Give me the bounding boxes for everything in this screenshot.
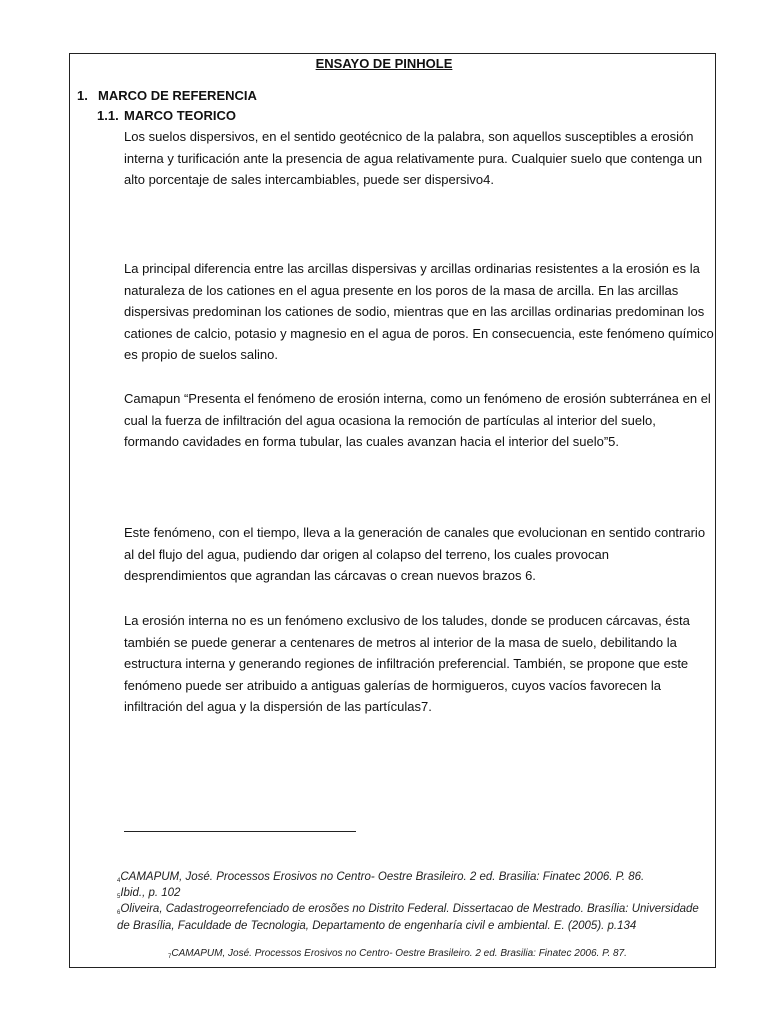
footnote-4-text: CAMAPUM, José. Processos Erosivos no Centro- Oestre Brasileiro. 2 ed. Brasilia: Finatec 2006. P. 86.	[120, 871, 645, 883]
section-number: 1.	[77, 88, 88, 103]
subsection-heading	[97, 108, 236, 123]
footnote-6-mark: 6	[117, 910, 121, 916]
document-title	[0, 56, 768, 71]
footnote-4-mark: 4	[117, 878, 121, 884]
footnote-5	[117, 886, 712, 903]
footnote-5-text: Ibid., p. 102	[120, 887, 181, 899]
footnote-4	[117, 870, 712, 887]
footnote-6-text: Oliveira, Cadastrogeorrefenciado de erosões no Distrito Federal. Dissertacao de Mestrado. Brasília: Universidade de Brasília, Faculdade de Tecnologia, Departamento de engenharía civil e ambiental. E. (2005). p.134	[117, 903, 699, 932]
footnote-7-text: CAMAPUM, José. Processos Erosivos no Centro- Oestre Brasileiro. 2 ed. Brasilia: Finatec 2006. P. 87.	[171, 948, 627, 959]
section-label: MARCO DE REFERENCIA	[98, 88, 257, 103]
footnote-7-mark: 7	[168, 954, 172, 960]
paragraph-4: Este fenómeno, con el tiempo, lleva a la generación de canales que evolucionan en sentido contrario al del flujo del agua, pudiendo dar origen al colapso del terreno, los cuales provocan desprendimientos que agrandan las cárcavas o crean nuevos brazos 6.	[124, 525, 706, 583]
footnote-7	[168, 946, 708, 963]
paragraph-2: La principal diferencia entre las arcillas dispersivas y arcillas ordinarias resistentes a la erosión es la naturaleza de los cationes en el agua presente en los poros de la masa de arcilla. En las arcillas dispersivas predominan los cationes de sodio, mientras que en las arcillas ordinarias predominan los cationes de calcio, potasio y magnesio en el agua de poros. En consecuencia, este fenómeno químico es propio de suelos salino.	[124, 261, 714, 362]
document-title-text: ENSAYO DE PINHOLE	[315, 56, 453, 71]
footnote-5-mark: 5	[117, 894, 121, 900]
subsection-label: MARCO TEORICO	[124, 108, 236, 123]
footnote-6	[117, 902, 712, 934]
subsection-number: 1.1.	[97, 108, 119, 123]
footnote-separator	[124, 831, 356, 832]
paragraph-1: Los suelos dispersivos, en el sentido geotécnico de la palabra, son aquellos susceptibles a erosión interna y turificación ante la presencia de agua relativamente pura. Cualquier suelo que contenga un alto porcentaje de sales intercambiables, puede ser dispersivo4.	[124, 129, 703, 187]
section-heading	[77, 88, 257, 103]
paragraph-3: Camapun “Presenta el fenómeno de erosión interna, como un fenómeno de erosión subterránea en el cual la fuerza de infiltración del agua ocasiona la remoción de partículas al interior del suelo, formando cavidades en forma tubular, las cuales avanzan hacia el interior del suelo”5.	[124, 391, 711, 449]
paragraph-5: La erosión interna no es un fenómeno exclusivo de los taludes, donde se producen cárcavas, ésta también se puede generar a centenares de metros al interior de la masa de suelo, debilitando la estructura interna y generando regiones de infiltración preferencial. También, se propone que este fenómeno puede ser atribuido a antiguas galerías de hormigueros, cuyos vacíos favorecen la infiltración del agua y la dispersión de las partículas7.	[124, 613, 690, 714]
